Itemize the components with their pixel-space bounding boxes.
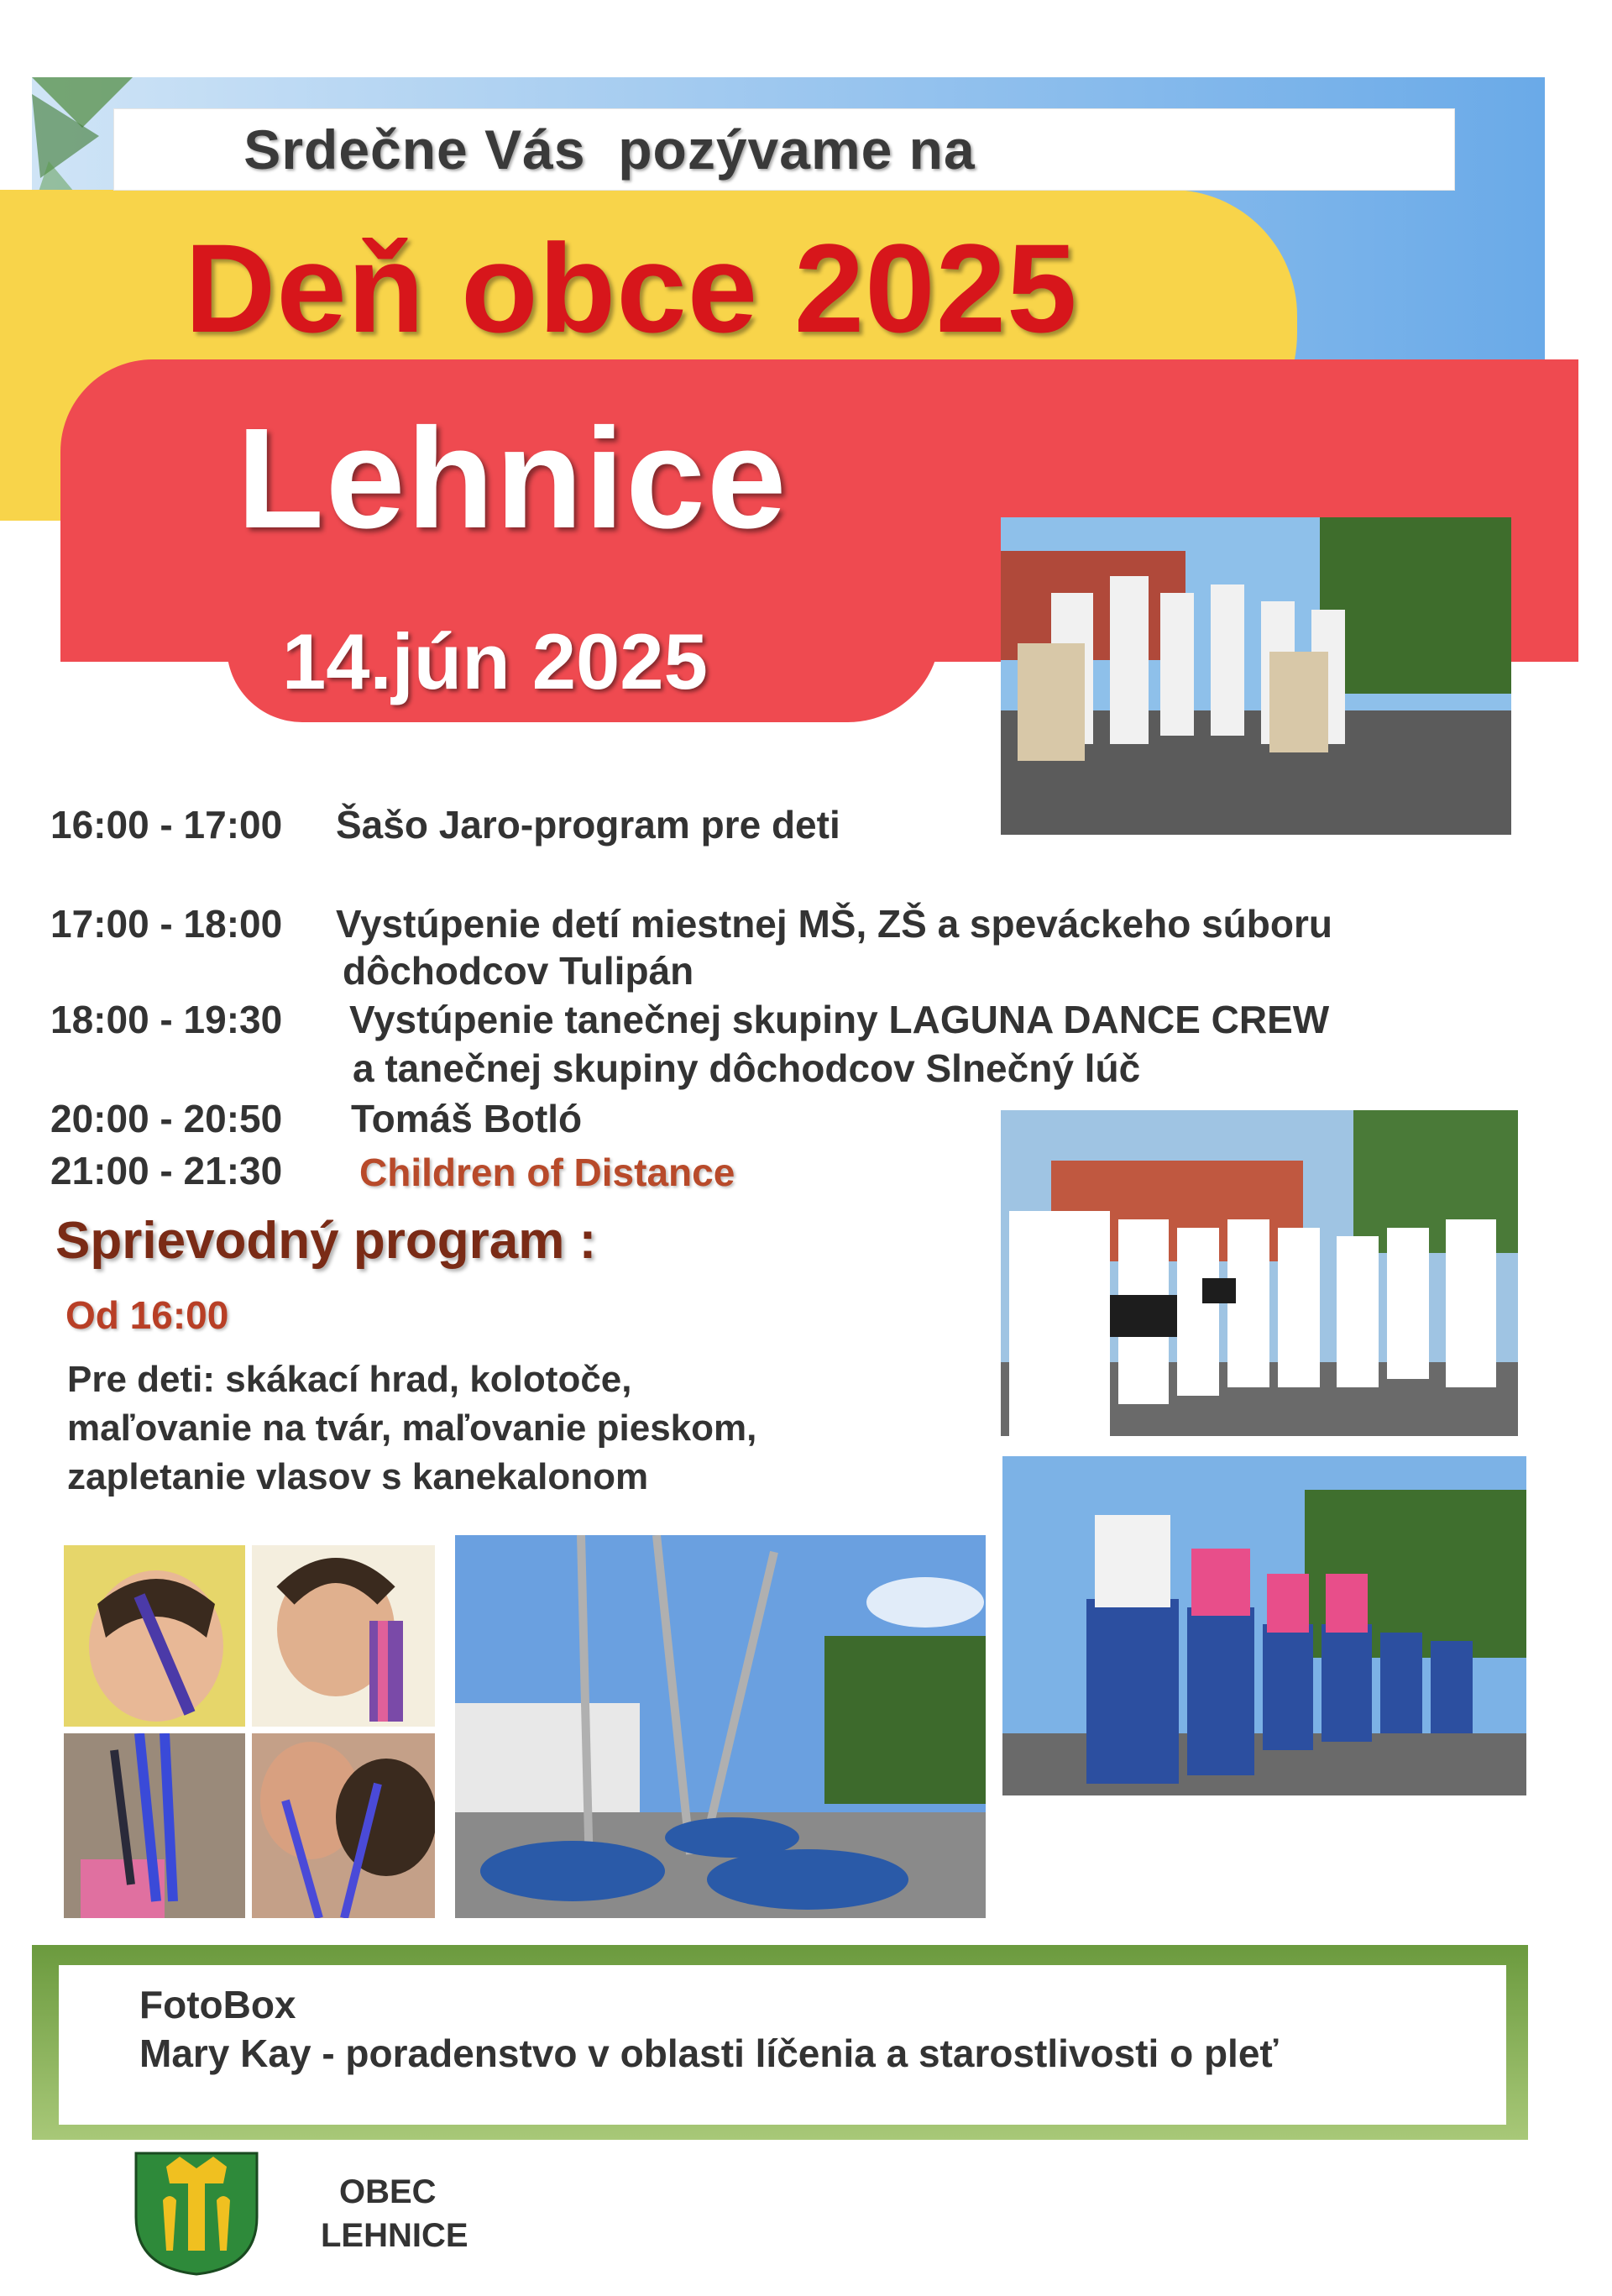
photo-braids-4 [252,1733,435,1918]
side-program-start-time: Od 16:00 [65,1293,229,1337]
schedule-row-4-text: Tomáš Botló [351,1097,583,1140]
photo-trampoline-bungee [455,1535,986,1918]
extras-marykay: Mary Kay - poradenstvo v oblasti líčenia a starostlivosti o pleť [139,2031,1279,2075]
schedule-row-3-text-line1: Vystúpenie tanečnej skupiny LAGUNA DANCE CREW [349,998,1330,1041]
side-program-heading: Sprievodný program : [55,1212,597,1270]
event-date: 14.jún 2025 [282,617,708,705]
photo-braids-1 [64,1545,245,1727]
schedule-row-1-text: Šašo Jaro-program pre deti [336,803,840,847]
kids-activities-line3: zapletanie vlasov s kanekalonom [67,1456,649,1497]
village-name: Lehnice [237,399,788,558]
photo-braids-3 [64,1733,245,1918]
photo-dance-group [1002,1456,1526,1795]
extras-fotobox: FotoBox [139,1983,296,2026]
kids-activities-line2: maľovanie na tvár, maľovanie pieskom, [67,1407,757,1449]
schedule-row-5-time: 21:00 - 21:30 [50,1149,283,1193]
schedule-row-2-text-line2: dôchodcov Tulipán [343,949,694,993]
schedule-row-3-text-line2: a tanečnej skupiny dôchodcov Slnečný lúč [353,1046,1141,1090]
village-crest-icon [133,2150,260,2276]
footer-org-line2: LEHNICE [321,2217,468,2254]
schedule-row-1-time: 16:00 - 17:00 [50,803,283,847]
photo-braids-2 [252,1545,435,1727]
photo-children-stage [1001,517,1511,835]
schedule-row-4-time: 20:00 - 20:50 [50,1097,283,1140]
invite-text: Srdečne Vás pozývame na [243,118,976,181]
footer-org-line1: OBEC [339,2173,437,2210]
schedule-row-2-text-line1: Vystúpenie detí miestnej MŠ, ZŠ a speváckeho súboru [336,902,1332,946]
photo-seniors-choir [1001,1110,1518,1436]
kids-activities-line1: Pre deti: skákací hrad, kolotoče, [67,1359,632,1400]
schedule-row-3-time: 18:00 - 19:30 [50,998,283,1041]
event-title: Deň obce 2025 [185,218,1078,359]
schedule-row-5-text: Children of Distance [359,1151,735,1194]
schedule-row-2-time: 17:00 - 18:00 [50,902,283,946]
